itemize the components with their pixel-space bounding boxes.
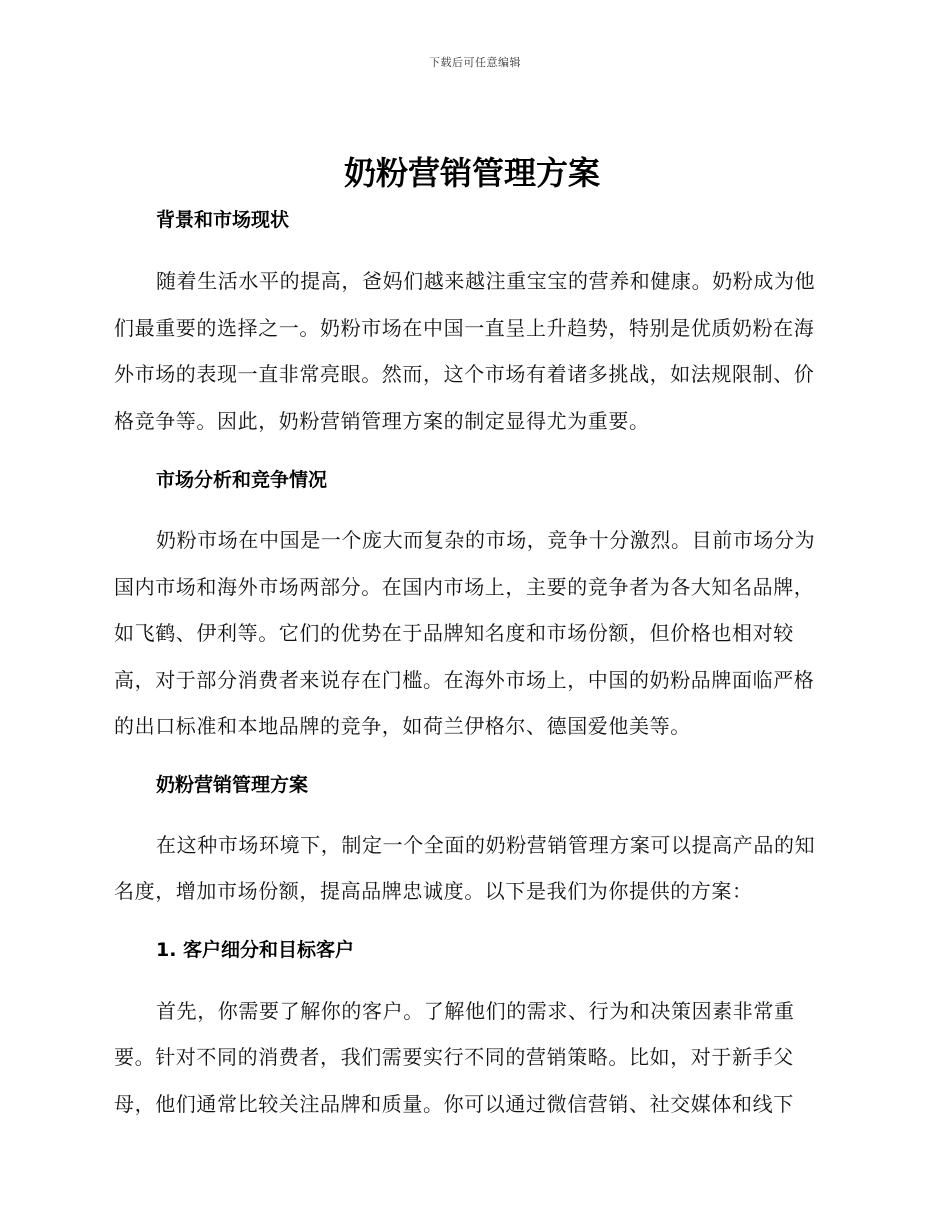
section-paragraph-market-analysis: 奶粉市场在中国是一个庞大而复杂的市场，竞争十分激烈。目前市场分为国内市场和海外市场两部分。在国内市场上，主要的竞争者为各大知名品牌，如飞鹤、伊利等。它们的优势在于品牌知名度和市场份额，但价格也相对较高，对于部分消费者来说存在门槛。在海外市场上，中国的奶粉品牌面临严格的出口标准和本地品牌的竞争，如荷兰伊格尔、德国爱他美等。	[114, 528, 816, 738]
section-paragraph-customer-segmentation: 首先，你需要了解你的客户。了解他们的需求、行为和决策因素非常重要。针对不同的消费者，我们需要实行不同的营销策略。比如，对于新手父母，他们通常比较关注品牌和质量。你可以通过微信营销、社交媒体和线下	[114, 998, 795, 1116]
section-heading-market-analysis: 市场分析和竞争情况	[156, 469, 328, 491]
page-header-note: 下载后可任意编辑	[429, 56, 521, 69]
section-heading-marketing-plan: 奶粉营销管理方案	[156, 773, 309, 796]
section-heading-background: 背景和市场现状	[156, 209, 290, 231]
document-title: 奶粉营销管理方案	[343, 154, 600, 192]
section-paragraph-background: 随着生活水平的提高，爸妈们越来越注重宝宝的营养和健康。奶粉成为他们最重要的选择之一。奶粉市场在中国一直呈上升趋势，特别是优质奶粉在海外市场的表现一直非常亮眼。然而，这个市场有着诸多挑战，如法规限制、价格竞争等。因此，奶粉营销管理方案的制定显得尤为重要。	[114, 269, 816, 433]
document-body	[114, 150, 830, 1127]
section-paragraph-marketing-plan: 在这种市场环境下，制定一个全面的奶粉营销管理方案可以提高产品的知名度，增加市场份额，提高品牌忠诚度。以下是我们为你提供的方案：	[114, 832, 816, 903]
section-heading-customer-segmentation: 1. 客户细分和目标客户	[156, 938, 355, 961]
